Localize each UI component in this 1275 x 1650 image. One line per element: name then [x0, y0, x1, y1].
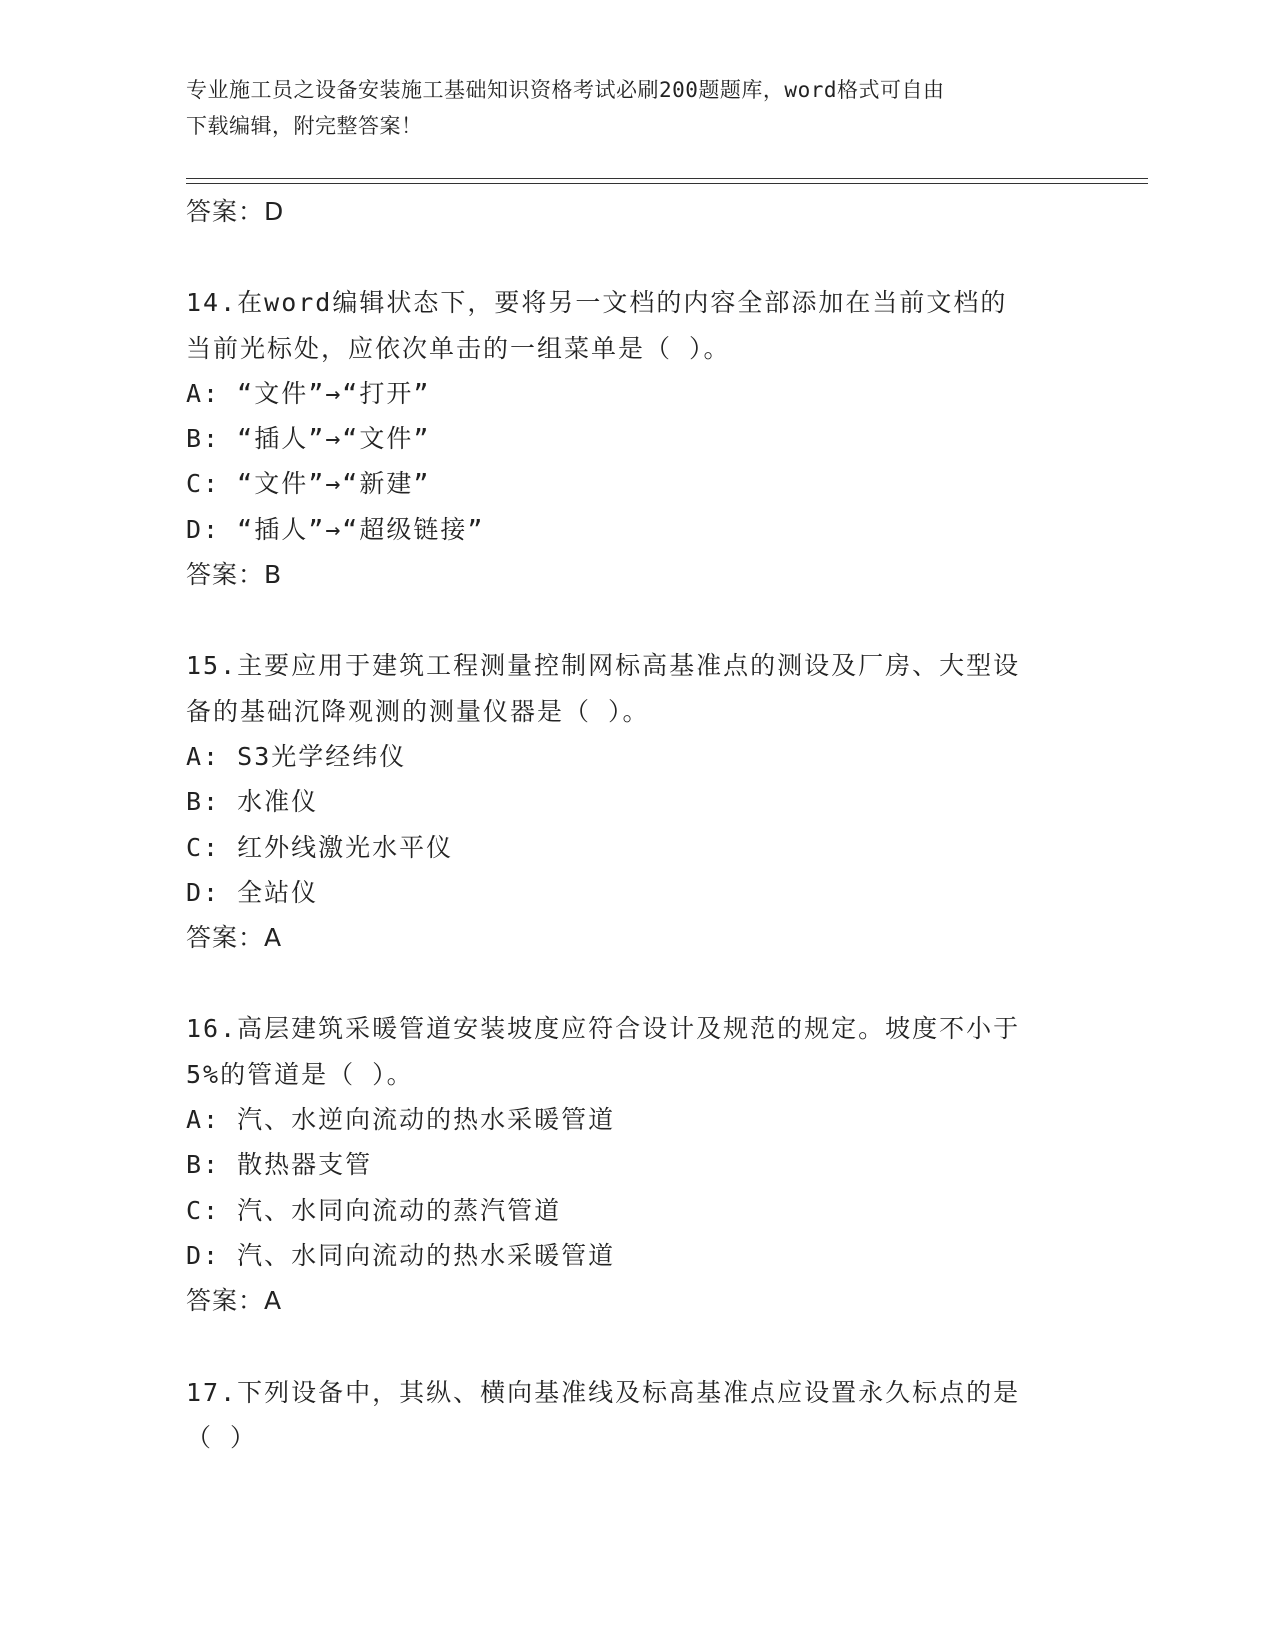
option-a: A: 汽、水逆向流动的热水采暖管道 [186, 1105, 616, 1135]
option-c: C: 汽、水同向流动的蒸汽管道 [186, 1195, 562, 1225]
option-c: C: “文件”→“新建” [186, 469, 431, 499]
question-16 [186, 1006, 1086, 1323]
question-text: 15.主要应用于建筑工程测量控制网标高基准点的测设及厂房、大型设 [186, 651, 1021, 681]
header-divider-top [186, 178, 1148, 179]
header-divider-bottom [186, 183, 1148, 184]
document-header [186, 72, 1086, 144]
answer: 答案：A [186, 1286, 283, 1316]
question-text: 17.下列设备中，其纵、横向基准线及标高基准点应设置永久标点的是 [186, 1377, 1021, 1407]
question-text: 备的基础沉降观测的测量仪器是（ ）。 [186, 696, 650, 726]
option-b: B: 水准仪 [186, 787, 319, 817]
question-text: 当前光标处，应依次单击的一组菜单是（ ）。 [186, 333, 731, 363]
option-c: C: 红外线激光水平仪 [186, 832, 454, 862]
answer: 答案：B [186, 560, 283, 590]
option-b: B: “插人”→“文件” [186, 424, 431, 454]
option-a: A: “文件”→“打开” [186, 378, 431, 408]
question-17 [186, 1370, 1086, 1461]
previous-answer: 答案：D [186, 197, 285, 226]
header-line-2: 下载编辑，附完整答案！ [186, 114, 423, 138]
option-a: A: S3光学经纬仪 [186, 741, 407, 771]
option-b: B: 散热器支管 [186, 1150, 373, 1180]
answer: 答案：A [186, 923, 283, 953]
option-d: D: 全站仪 [186, 877, 319, 907]
question-list [186, 189, 1086, 1460]
question-text: 16.高层建筑采暖管道安装坡度应符合设计及规范的规定。坡度不小于 [186, 1014, 1021, 1044]
option-d: D: “插人”→“超级链接” [186, 514, 485, 544]
question-14 [186, 280, 1086, 597]
question-text: （ ） [186, 1422, 258, 1452]
question-text: 14.在word编辑状态下，要将另一文档的内容全部添加在当前文档的 [186, 288, 1008, 318]
question-15 [186, 643, 1086, 960]
question-text: 5%的管道是（ ）。 [186, 1059, 414, 1089]
option-d: D: 汽、水同向流动的热水采暖管道 [186, 1240, 616, 1270]
header-line-1: 专业施工员之设备安装施工基础知识资格考试必刷200题题库，word格式可自由 [186, 78, 945, 102]
